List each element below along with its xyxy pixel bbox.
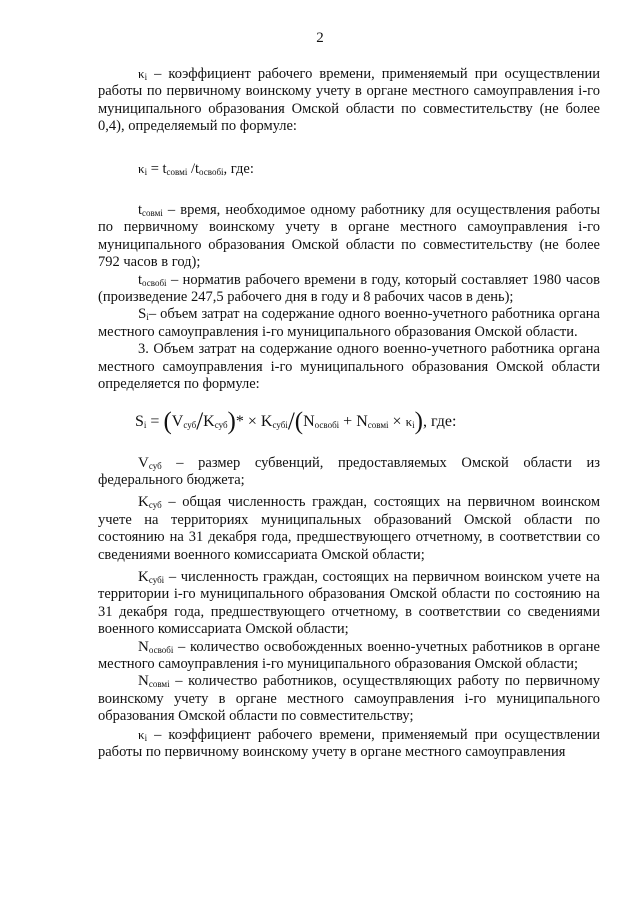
v-sub-definition: $V_{суб}$ – размер субвенций, предоставляемых Омской области из федерального бюджета;: [98, 454, 600, 488]
kappa-symbol: κ: [138, 66, 145, 81]
s-i-definition: $S_i-$ объем затрат на содержание одного военно-учетного работника органа местного самоуправления i-го муниципального образования Омской области.: [98, 306, 600, 340]
t-sovm-definition: $t_{совмi}$ – время, необходимое одному работнику для осуществления работы по первичному воинскому учету в органе местного самоуправления i-го муниципального образования Омской области по совместительству (не более 792 часов в год);: [98, 202, 600, 271]
kappa-definition-repeat: $\kappa_i$ – коэффициент рабочего времени, применяемый при осуществлении работы по первичному воинскому учету в органе местного самоуправления: [98, 726, 600, 760]
item-3: 3. Объем затрат на содержание одного военно-учетного работника органа местного самоуправления i-го муниципального образования Омской области определяется по формуле:: [98, 341, 600, 393]
document-body: [98, 65, 600, 761]
cost-formula: $S_i = (V_{суб}/K_{суб})* \times K_{субi}/(N_{освобi} + N_{совмi} \times \kappa_i)$, где:: [135, 407, 457, 435]
n-sovm-definition: $N_{совмi}$ – количество работников, осуществляющих работу по первичному воинскому учету в органе местного самоуправления i-го муниципального образования Омской области по совместительству;: [98, 673, 600, 725]
kappa-formula: $\kappa_i = t_{совмi}$ $/t_{освобi}$, где:: [138, 160, 254, 177]
kappa-definition: $\kappa_i$ – коэффициент рабочего времени, применяемый при осуществлении работы по первичному воинскому учету в органе местного самоуправления i-го муниципального образования Омской области по совместительству (не более 0,4), определяемый по формуле:: [98, 66, 600, 135]
page-number: 2: [316, 30, 324, 46]
n-osvob-definition: $N_{освобi}$ – количество освобожденных военно-учетных работников в органе местного самоуправления i-го муниципального образования Омской области;: [98, 638, 600, 672]
t-osvob-definition: $t_{освобi}$ – норматив рабочего времени в году, который составляет 1980 часов (произведение 247,5 рабочего дня в году и 8 рабочих часов в день);: [98, 271, 600, 306]
k-subi-definition: $K_{субi}$ – численность граждан, состоящих на первичном воинском учете на территории i-го муниципального образования Омской области по состоянию на 31 декабря года, предшествующего отчетному, в соответствии со сведениями военного комиссариата Омской области;: [98, 568, 600, 638]
k-sub-definition: $K_{суб}$ – общая численность граждан, состоящих на первичном воинском учете на территориях муниципальных образований Омской области по состоянию на 31 декабря года, предшествующего отчетному, в соответствии со сведениями военного комиссариата Омской области;: [98, 494, 600, 563]
